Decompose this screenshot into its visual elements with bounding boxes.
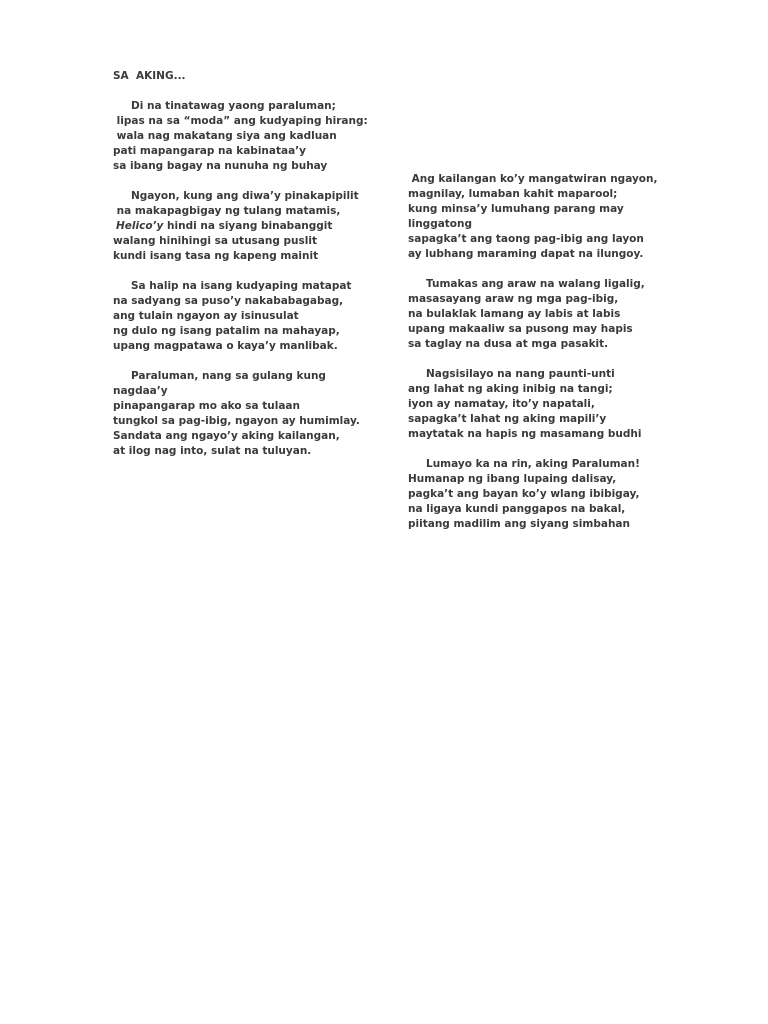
poem-line: na bulaklak lamang ay labis at labis — [408, 308, 621, 320]
poem-line: magnilay, lumaban kahit maparool; — [408, 188, 618, 200]
poem-line: tungkol sa pag-ibig, ngayon ay humimlay. — [113, 415, 360, 427]
stanza-1 — [113, 99, 413, 174]
stanza-8 — [408, 457, 738, 532]
poem-line-rest: hindi na siyang binabanggit — [163, 220, 333, 232]
poem-line: Sandata ang ngayo’y aking kailangan, — [113, 430, 340, 442]
poem-line: na makapagbigay ng tulang matamis, — [113, 205, 341, 217]
poem-line: lipas na sa “moda” ang kudyaping hirang: — [113, 115, 368, 127]
poem-line: Sa halip na isang kudyaping matapat — [131, 280, 352, 292]
poem-right-column — [408, 172, 738, 547]
poem-line: at ilog nag into, sulat na tuluyan. — [113, 445, 312, 457]
poem-title: SA AKING... — [113, 70, 186, 82]
poem-line: piitang madilim ang siyang simbahan — [408, 518, 630, 530]
poem-line: Tumakas ang araw na walang ligalig, — [426, 278, 645, 290]
poem-line — [113, 219, 413, 234]
poem-line: Humanap ng ibang lupaing dalisay, — [408, 473, 617, 485]
poem-line: sapagka’t lahat ng aking mapili’y — [408, 413, 607, 425]
poem-line: Di na tinatawag yaong paraluman; — [131, 100, 336, 112]
poem-line: Lumayo ka na rin, aking Paraluman! — [426, 458, 640, 470]
poem-line: ay lubhang maraming dapat na ilungoy. — [408, 248, 644, 260]
poem-line: Paraluman, nang sa gulang kung — [131, 370, 326, 382]
poem-line: maytatak na hapis ng masamang budhi — [408, 428, 642, 440]
poem-line: Nagsisilayo na nang paunti-unti — [426, 368, 615, 380]
poem-line: pati mapangarap na kabinataa’y — [113, 145, 306, 157]
poem-line: ang lahat ng aking inibig na tangi; — [408, 383, 613, 395]
poem-line: masasayang araw ng mga pag-ibig, — [408, 293, 619, 305]
poem-line: linggatong — [408, 218, 473, 230]
poem-line: walang hinihingi sa utusang puslit — [113, 235, 317, 247]
poem-line: pagka’t ang bayan ko’y wlang ibibigay, — [408, 488, 640, 500]
poem-line: iyon ay namatay, ito’y napatali, — [408, 398, 595, 410]
stanza-6 — [408, 277, 738, 352]
poem-line: wala nag makatang siya ang kadluan — [113, 130, 337, 142]
poem-line: na ligaya kundi panggapos na bakal, — [408, 503, 626, 515]
poem-line: kung minsa’y lumuhang parang may — [408, 203, 624, 215]
poem-line: na sadyang sa puso’y nakababagabag, — [113, 295, 344, 307]
poem-line: ng dulo ng isang patalim na mahayap, — [113, 325, 340, 337]
poem-line: sapagka’t ang taong pag-ibig ang layon — [408, 233, 644, 245]
poem-line: Ngayon, kung ang diwa’y pinakapipilit — [131, 190, 359, 202]
poem-line: upang magpatawa o kaya’y manlibak. — [113, 340, 338, 352]
poem-line: nagdaa’y — [113, 385, 168, 397]
poem-line: sa ibang bagay na nunuha ng buhay — [113, 160, 328, 172]
poem-line: sa taglay na dusa at mga pasakit. — [408, 338, 609, 350]
poem-line: upang makaaliw sa pusong may hapis — [408, 323, 633, 335]
poem-line: kundi isang tasa ng kapeng mainit — [113, 250, 319, 262]
poem-line: pinapangarap mo ako sa tulaan — [113, 400, 300, 412]
stanza-2 — [113, 189, 413, 264]
poem-line: ang tulain ngayon ay isinusulat — [113, 310, 299, 322]
stanza-3 — [113, 279, 413, 354]
poem-word-italic: Helico’y — [116, 220, 164, 232]
stanza-5 — [408, 172, 738, 262]
poem-left-column — [113, 69, 413, 474]
poem-line: Ang kailangan ko’y mangatwiran ngayon, — [408, 173, 658, 185]
stanza-7 — [408, 367, 738, 442]
stanza-4 — [113, 369, 413, 459]
